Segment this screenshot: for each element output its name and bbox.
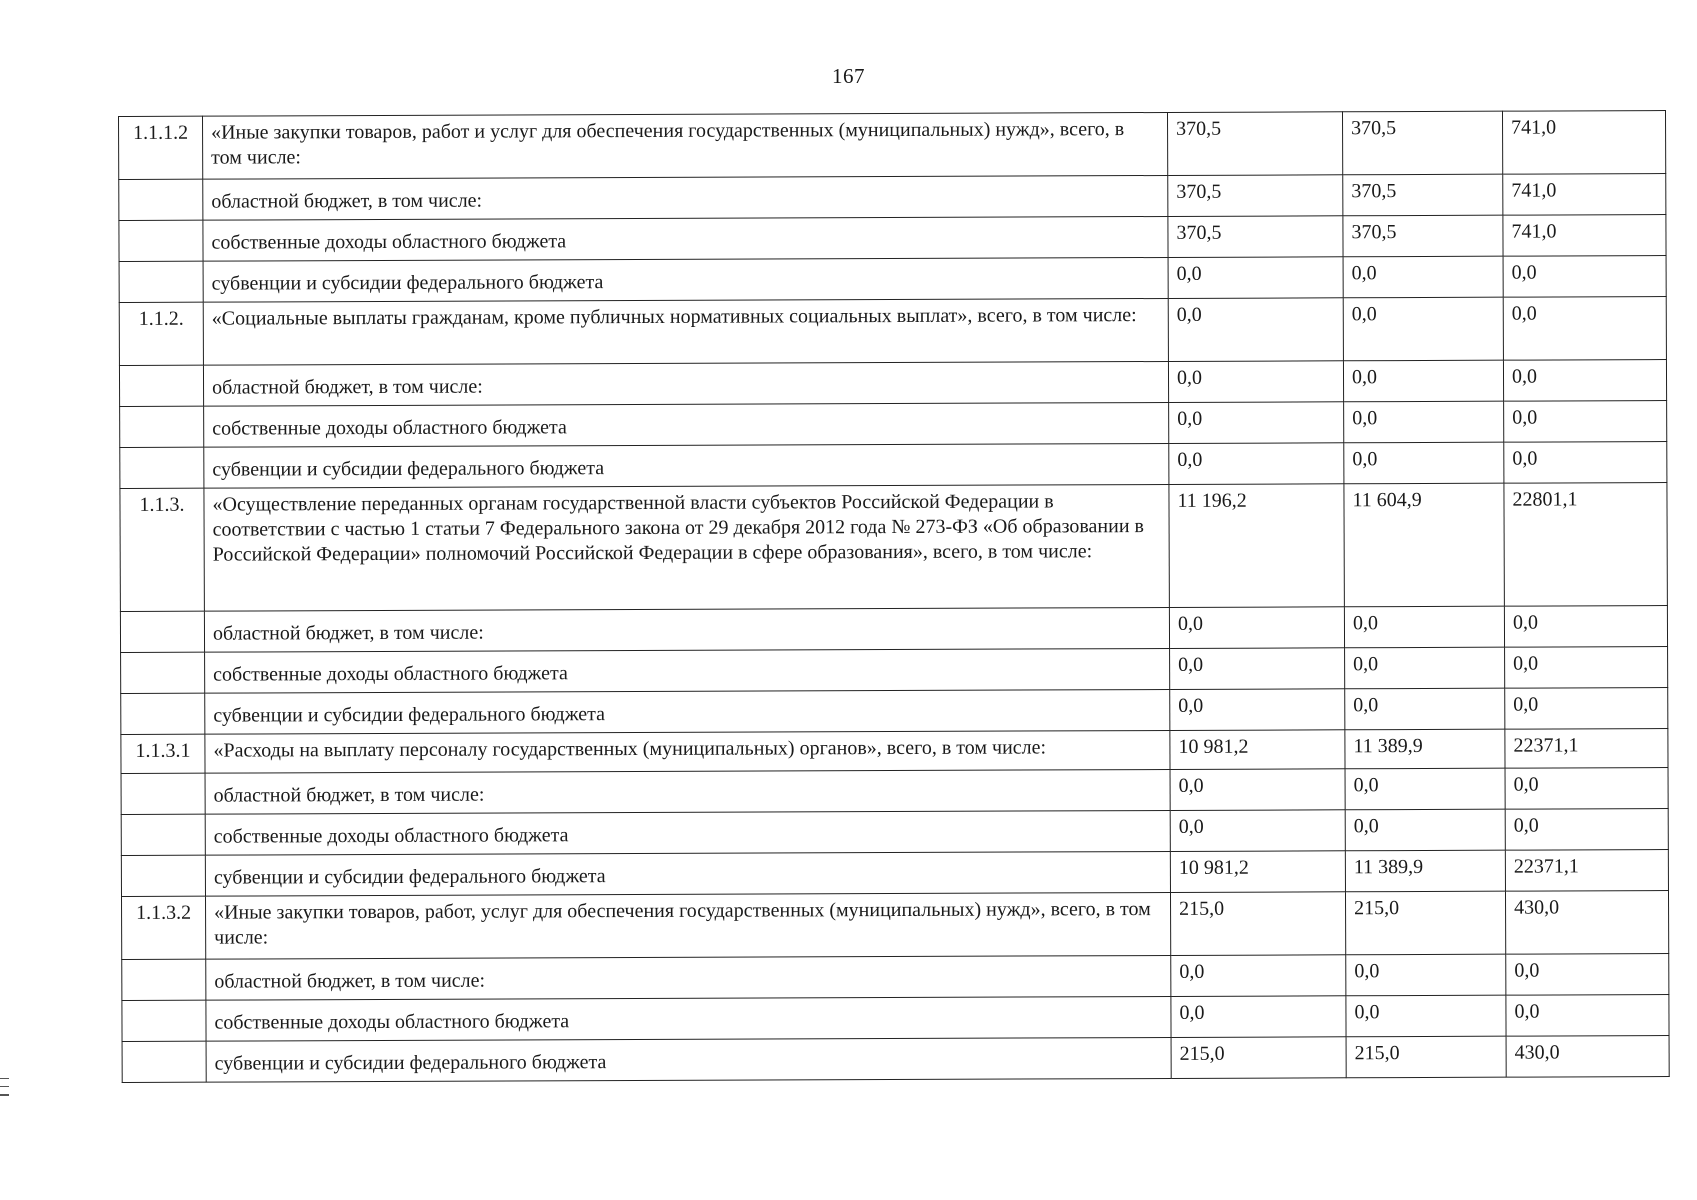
row-value-1-cell: 11 196,2 xyxy=(1169,484,1344,608)
row-code-cell xyxy=(120,611,204,652)
row-code-cell xyxy=(120,447,204,488)
budget-table-body xyxy=(119,111,1670,1083)
budget-table xyxy=(118,110,1670,1083)
row-name-cell: областной бюджет, в том числе: xyxy=(203,361,1168,406)
table-row xyxy=(121,729,1668,774)
row-code-cell: 1.1.3.1 xyxy=(121,734,205,773)
row-code-cell: 1.1.3. xyxy=(120,488,204,611)
row-value-3-cell: 741,0 xyxy=(1502,111,1665,175)
row-value-1-cell: 10 981,2 xyxy=(1170,730,1345,770)
row-name-cell: областной бюджет, в том числе: xyxy=(205,769,1170,814)
row-value-1-cell: 370,5 xyxy=(1167,112,1342,176)
row-value-1-cell: 0,0 xyxy=(1168,257,1343,299)
table-row xyxy=(119,360,1666,407)
row-name-cell: собственные доходы областного бюджета xyxy=(206,996,1171,1041)
row-name-cell: «Социальные выплаты гражданам, кроме публичных нормативных социальных выплат», всего, в том числе: xyxy=(203,298,1168,365)
row-code-cell xyxy=(121,855,205,896)
row-value-3-cell: 0,0 xyxy=(1505,809,1668,851)
table-row xyxy=(121,850,1668,897)
table-row xyxy=(121,647,1668,694)
row-code-cell xyxy=(119,365,203,406)
row-value-2-cell: 0,0 xyxy=(1343,360,1503,402)
row-code-cell xyxy=(122,959,206,1000)
row-value-1-cell: 0,0 xyxy=(1171,996,1346,1038)
table-row xyxy=(122,1036,1669,1083)
row-name-cell: собственные доходы областного бюджета xyxy=(205,810,1170,855)
row-value-3-cell: 0,0 xyxy=(1503,360,1666,402)
table-row xyxy=(119,297,1666,366)
row-value-2-cell: 215,0 xyxy=(1345,891,1505,955)
row-value-3-cell: 0,0 xyxy=(1503,256,1666,298)
table-row xyxy=(121,809,1668,856)
row-value-3-cell: 741,0 xyxy=(1503,215,1666,257)
row-name-cell: «Осуществление переданных органам государственной власти субъектов Российской Федерации в соответствии с частью 1 статьи 7 Федерального закона от 29 декабря 2012 года № 273-ФЗ «Об образовании в Российской Федерации» полномочий Российской Федерации в сфере образования», всего, в том числе: xyxy=(204,484,1169,611)
row-value-2-cell: 0,0 xyxy=(1344,401,1504,443)
row-value-1-cell: 0,0 xyxy=(1170,769,1345,811)
row-code-cell xyxy=(121,814,205,855)
table-row xyxy=(120,401,1667,448)
row-value-3-cell: 741,0 xyxy=(1503,174,1666,216)
table-row xyxy=(121,688,1668,735)
row-value-3-cell: 0,0 xyxy=(1504,401,1667,443)
row-name-cell: собственные доходы областного бюджета xyxy=(205,648,1170,693)
row-value-2-cell: 0,0 xyxy=(1346,954,1506,996)
row-value-2-cell: 0,0 xyxy=(1346,995,1506,1037)
row-name-cell: субвенции и субсидии федерального бюджета xyxy=(205,851,1170,896)
row-value-1-cell: 215,0 xyxy=(1171,1037,1346,1079)
row-name-cell: собственные доходы областного бюджета xyxy=(204,402,1169,447)
row-code-cell xyxy=(122,1041,206,1082)
row-value-1-cell: 0,0 xyxy=(1168,298,1343,362)
row-value-1-cell: 0,0 xyxy=(1169,443,1344,485)
row-code-cell: 1.1.2. xyxy=(119,302,203,365)
table-row xyxy=(119,111,1666,180)
row-value-3-cell: 0,0 xyxy=(1506,995,1669,1037)
row-value-1-cell: 0,0 xyxy=(1170,689,1345,731)
row-name-cell: «Расходы на выплату персоналу государственных (муниципальных) органов», всего, в том числе: xyxy=(205,730,1170,773)
row-value-3-cell: 0,0 xyxy=(1505,768,1668,810)
row-name-cell: субвенции и субсидии федерального бюджета xyxy=(206,1037,1171,1082)
row-name-cell: «Иные закупки товаров, работ и услуг для обеспечения государственных (муниципальных) нужд», всего, в том числе: xyxy=(203,112,1168,179)
row-value-1-cell: 370,5 xyxy=(1168,175,1343,217)
row-value-2-cell: 11 604,9 xyxy=(1344,483,1504,607)
row-value-1-cell: 10 981,2 xyxy=(1170,851,1345,893)
row-value-1-cell: 0,0 xyxy=(1170,648,1345,690)
row-name-cell: областной бюджет, в том числе: xyxy=(203,175,1168,220)
row-code-cell xyxy=(121,773,205,814)
table-row xyxy=(119,215,1666,262)
row-name-cell: субвенции и субсидии федерального бюджета xyxy=(203,257,1168,302)
row-value-1-cell: 0,0 xyxy=(1170,810,1345,852)
table-row xyxy=(120,606,1667,653)
table-row xyxy=(120,442,1667,489)
row-code-cell xyxy=(119,220,203,261)
row-value-1-cell: 215,0 xyxy=(1170,892,1345,956)
row-value-2-cell: 11 389,9 xyxy=(1345,729,1505,769)
row-value-3-cell: 22371,1 xyxy=(1505,850,1668,892)
row-code-cell xyxy=(121,693,205,734)
table-row xyxy=(119,174,1666,221)
row-value-3-cell: 0,0 xyxy=(1504,606,1667,648)
row-value-1-cell: 370,5 xyxy=(1168,216,1343,258)
margin-binding-mark xyxy=(0,1078,9,1103)
row-name-cell: «Иные закупки товаров, работ, услуг для обеспечения государственных (муниципальных) нужд», всего, в том числе: xyxy=(205,892,1170,959)
table-row xyxy=(119,256,1666,303)
row-code-cell xyxy=(122,1000,206,1041)
row-code-cell xyxy=(120,406,204,447)
row-value-2-cell: 0,0 xyxy=(1344,442,1504,484)
row-value-3-cell: 0,0 xyxy=(1503,297,1666,361)
row-value-2-cell: 0,0 xyxy=(1345,688,1505,730)
row-code-cell: 1.1.1.2 xyxy=(119,116,203,179)
row-value-2-cell: 0,0 xyxy=(1344,606,1504,648)
row-value-3-cell: 22801,1 xyxy=(1504,483,1667,607)
table-row xyxy=(120,483,1667,612)
row-value-3-cell: 22371,1 xyxy=(1505,729,1668,769)
row-name-cell: собственные доходы областного бюджета xyxy=(203,216,1168,261)
row-value-1-cell: 0,0 xyxy=(1169,607,1344,649)
table-row xyxy=(122,954,1669,1001)
row-value-3-cell: 430,0 xyxy=(1506,1036,1669,1078)
row-name-cell: субвенции и субсидии федерального бюджета xyxy=(204,443,1169,488)
row-code-cell xyxy=(119,261,203,302)
row-value-2-cell: 0,0 xyxy=(1345,647,1505,689)
row-value-3-cell: 0,0 xyxy=(1506,954,1669,996)
row-value-3-cell: 0,0 xyxy=(1505,647,1668,689)
row-value-3-cell: 430,0 xyxy=(1505,891,1668,955)
row-value-1-cell: 0,0 xyxy=(1169,402,1344,444)
table-row xyxy=(122,995,1669,1042)
row-name-cell: субвенции и субсидии федерального бюджета xyxy=(205,689,1170,734)
page-number: 167 xyxy=(832,64,865,88)
row-code-cell: 1.1.3.2 xyxy=(121,896,205,959)
row-value-2-cell: 370,5 xyxy=(1343,215,1503,257)
row-value-2-cell: 0,0 xyxy=(1343,297,1503,361)
row-value-3-cell: 0,0 xyxy=(1504,442,1667,484)
row-value-2-cell: 370,5 xyxy=(1342,111,1502,175)
row-value-1-cell: 0,0 xyxy=(1171,955,1346,997)
table-row xyxy=(121,768,1668,815)
row-value-2-cell: 370,5 xyxy=(1343,174,1503,216)
row-value-2-cell: 0,0 xyxy=(1345,809,1505,851)
table-row xyxy=(121,891,1668,960)
row-value-2-cell: 215,0 xyxy=(1346,1036,1506,1078)
row-value-3-cell: 0,0 xyxy=(1505,688,1668,730)
row-code-cell xyxy=(121,652,205,693)
row-value-2-cell: 0,0 xyxy=(1345,768,1505,810)
row-value-2-cell: 0,0 xyxy=(1343,256,1503,298)
row-name-cell: областной бюджет, в том числе: xyxy=(204,607,1169,652)
budget-table-container xyxy=(118,110,1669,1083)
row-name-cell: областной бюджет, в том числе: xyxy=(206,955,1171,1000)
row-code-cell xyxy=(119,179,203,220)
row-value-1-cell: 0,0 xyxy=(1168,361,1343,403)
row-value-2-cell: 11 389,9 xyxy=(1345,850,1505,892)
